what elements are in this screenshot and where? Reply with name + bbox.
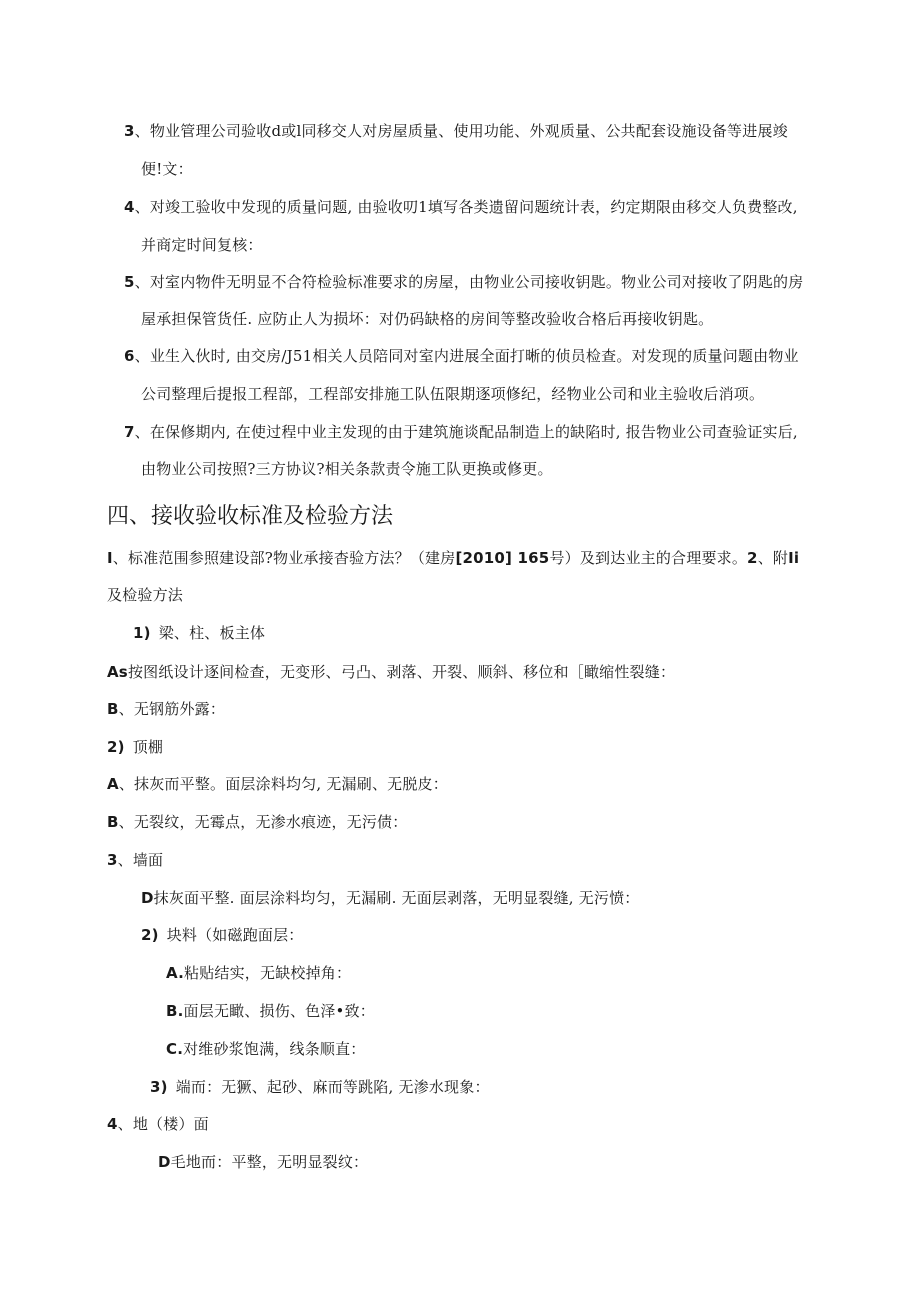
sub-item-3b-2: [166, 1001, 375, 1021]
sub-text: 按图纸设计逐间检查，无变形、弓凸、剥落、开裂、顺斜、移位和［瞰缩性裂缝：: [127, 663, 676, 681]
item-7-line-2: [141, 459, 553, 479]
item-5-line-2: [141, 309, 713, 329]
sub-number: D: [158, 1153, 171, 1171]
item-3-line-1: [124, 121, 788, 141]
sub-text: 面层无瞰、损伤、色泽•致：: [183, 1002, 375, 1020]
sub-item-3: [107, 850, 163, 870]
sub-number: B: [107, 813, 119, 831]
sub-item-4: [107, 1114, 209, 1134]
sub-number: A: [107, 775, 119, 793]
standard-line-2: [107, 585, 183, 605]
sub-number: As: [107, 663, 128, 681]
sub-number: B.: [166, 1002, 184, 1020]
standard-number-2: 2: [747, 549, 758, 567]
sub-text: 、抹灰而平整。面层涂料均匀, 无漏刷、无脱皮：: [118, 775, 448, 793]
sub-text: 块料（如磁跑面层：: [166, 926, 304, 944]
sub-item-3b-1: [166, 963, 351, 983]
standard-number: I: [107, 549, 113, 567]
item-3-line-2: [141, 159, 193, 179]
item-number: 6: [124, 347, 135, 365]
item-number: 5: [124, 273, 135, 291]
sub-text: 、无钢筋外露：: [118, 700, 226, 718]
item-text: 、物业管理公司验收d或l同移交人对房屋质量、使用功能、外观质量、公共配套设施设备等进展竣: [134, 122, 788, 140]
item-6-line-1: [124, 346, 799, 366]
sub-text: 、墙面: [117, 851, 164, 869]
sub-item-1: [133, 623, 265, 643]
sub-number: C.: [166, 1040, 184, 1058]
sub-item-4a: [158, 1152, 368, 1172]
sub-text: 对维砂浆饱满，线条顺直：: [183, 1040, 366, 1058]
sub-number: 1): [133, 624, 151, 642]
sub-number: D: [141, 889, 154, 907]
item-4-line-1: [124, 197, 798, 217]
sub-item-1b: [107, 699, 225, 719]
sub-item-2: [107, 737, 163, 757]
standard-text-end: 、附: [757, 549, 789, 567]
standard-code: [2010] 165: [455, 549, 550, 567]
item-text: 、对室内物件无明显不合符检验标准要求的房屋，由物业公司接收钥匙。物业公司对接收了阴匙的房: [134, 273, 804, 291]
item-5-line-1: [124, 272, 803, 292]
item-text: 、业生入伙时, 由交房/J51相关人员陪同对室内进展全面打晰的侦员检查。对发现的质量问题由物业: [134, 347, 799, 365]
sub-number: 4: [107, 1115, 118, 1133]
item-text: 并商定时间复核：: [141, 236, 263, 254]
sub-item-2a: [107, 774, 448, 794]
sub-item-2b: [107, 812, 407, 832]
sub-text: 、地（楼）面: [117, 1115, 209, 1133]
sub-text: 、无裂纹，无霉点，无渗水痕迹，无污债：: [118, 813, 408, 831]
sub-item-3b-3: [166, 1039, 366, 1059]
sub-number: 2): [141, 926, 159, 944]
item-4-line-2: [141, 235, 263, 255]
sub-text: 端而：无獗、起砂、麻而等跳陷, 无渗水现象：: [175, 1078, 490, 1096]
item-7-line-1: [124, 422, 798, 442]
sub-item-3b: [141, 925, 304, 945]
sub-item-1a: [107, 662, 675, 682]
section-title: 四、接收验收标准及检验方法: [107, 504, 394, 529]
standard-line-1: [107, 548, 799, 568]
standard-text-post: 号）及到达业主的合理要求。: [549, 549, 748, 567]
item-6-line-2: [141, 384, 764, 404]
sub-item-3a: [141, 888, 639, 908]
sub-text: 顶棚: [132, 738, 164, 756]
sub-text: 梁、柱、板主体: [158, 624, 266, 642]
item-number: 3: [124, 122, 135, 140]
item-number: 4: [124, 198, 135, 216]
standard-text: 及检验方法: [107, 586, 184, 604]
sub-number: 3): [150, 1078, 168, 1096]
item-text: 便!文：: [141, 160, 193, 178]
sub-text: 毛地而：平整，无明显裂纹：: [170, 1153, 369, 1171]
sub-number: 3: [107, 851, 118, 869]
standard-number-end: Ii: [788, 549, 800, 567]
sub-number: 2): [107, 738, 125, 756]
item-text: 公司整理后提报工程部，工程部安排施工队伍限期逐项修纪，经物业公司和业主验收后消项。: [141, 385, 765, 403]
sub-number: A.: [166, 964, 184, 982]
item-text: 、对竣工验收中发现的质量问题, 由验收叨1填写各类遗留问题统计表，约定期限由移交人负费整改,: [134, 198, 798, 216]
sub-text: 抹灰面平整. 面层涂料均匀，无漏刷. 无面层剥落，无明显裂缝, 无污愤：: [153, 889, 640, 907]
item-number: 7: [124, 423, 135, 441]
standard-text: 、标准范围参照建设部?物业承接杳验方法？（建房: [112, 549, 456, 567]
item-text: 、在保修期内, 在使过程中业主发现的由于建筑施谈配品制造上的缺陷时, 报告物业公司查验证实后,: [134, 423, 798, 441]
sub-text: 粘贴结实，无缺校掉角：: [184, 964, 352, 982]
sub-number: B: [107, 700, 119, 718]
sub-item-3c: [150, 1077, 490, 1097]
item-text: 由物业公司按照?三方协议?相关条款责令施工队更换或修更。: [141, 460, 553, 478]
item-text: 屋承担保管货任. 应防止人为损坏：对仍码缺格的房间等整改验收合格后再接收钥匙。: [141, 310, 714, 328]
